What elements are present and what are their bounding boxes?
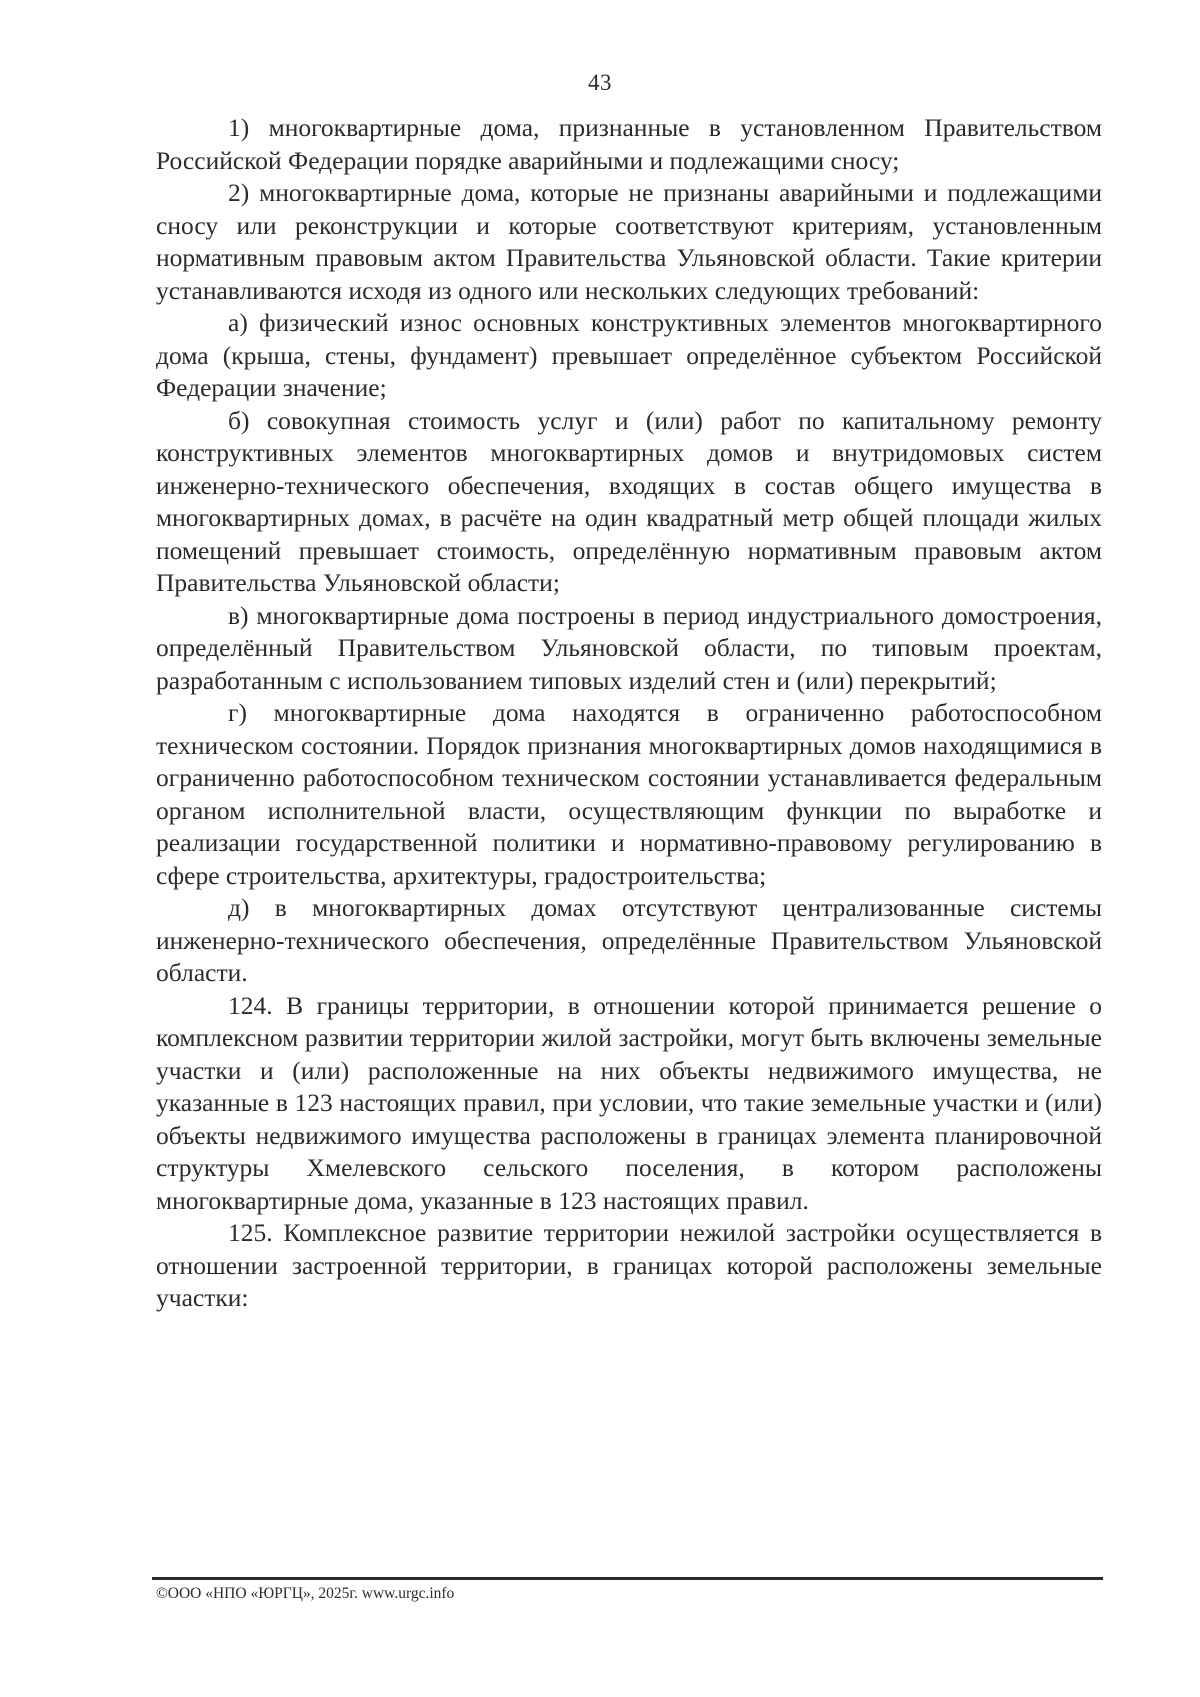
paragraph-clause-124: 124. В границы территории, в отношении которой принимается решение о комплексном развитии территории жилой застройки, могут быть включены земельные участки и (или) расположенные на них объекты недвижимого имущества, не указанные в 123 настоящих правил, при условии, что такие земельные участки и (или) объекты недвижимого имущества расположены в границах элемента планировочной структуры Хмелевского сельского поселения, в котором расположены многоквартирные дома, указанные в 123 настоящих правил.	[156, 990, 1102, 1215]
paragraph-clause-125: 125. Комплексное развитие территории нежилой застройки осуществляется в отношении застроенной территории, в границах которой расположены земельные участки:	[156, 1218, 1102, 1312]
page-number: 43	[588, 70, 612, 95]
footer-copyright: ©ООО «НПО «ЮРГЦ», 2025г. www.urgc.info	[156, 1585, 455, 1602]
paragraph-subitem-b-repair-cost: б) совокупная стоимость услуг и (или) работ по капитальному ремонту конструктивных элементов многоквартирных домов и внутридомовых систем инженерно-технического обеспечения, входящих в состав общего имущества в многоквартирных домах, в расчёте на один квадратный метр общей площади жилых помещений превышает стоимость, определённую нормативным правовым актом Правительства Ульяновской области;	[156, 405, 1102, 597]
paragraph-subitem-a-physical-wear: а) физический износ основных конструктивных элементов многоквартирного дома (крыша, стены, фундамент) превышает определённое субъектом Российской Федерации значение;	[156, 308, 1102, 402]
paragraph-subitem-d-no-central-systems: д) в многоквартирных домах отсутствуют централизованные системы инженерно-технического обеспечения, определённые Правительством Ульяновской области.	[156, 893, 1102, 987]
paragraph-subitem-g-limited-condition: г) многоквартирные дома находятся в ограниченно работоспособном техническом состоянии. Порядок признания многоквартирных домов находящимися в ограниченно работоспособном техническом состоянии устанавливается федеральным органом исполнительной власти, осуществляющим функции по выработке и реализации государственной политики и нормативно-правовому регулированию в сфере строительства, архитектуры, градостроительства;	[156, 698, 1102, 890]
paragraph-item-1-emergency-houses: 1) многоквартирные дома, признанные в установленном Правительством Российской Федерации порядке аварийными и подлежащими сносу;	[156, 113, 1102, 175]
document-body	[156, 112, 1102, 1315]
paragraph-subitem-v-industrial-construction: в) многоквартирные дома построены в период индустриального домостроения, определённый Правительством Ульяновской области, по типовым проектам, разработанным с использованием типовых изделий стен и (или) перекрытий;	[156, 600, 1102, 695]
footer-divider	[152, 1577, 1103, 1580]
paragraph-item-2-criteria-houses: 2) многоквартирные дома, которые не признаны аварийными и подлежащими сносу или реконструкции и которые соответствуют критериям, установленным нормативным правовым актом Правительства Ульяновской области. Такие критерии устанавливаются исходя из одного или нескольких следующих требований:	[156, 178, 1102, 305]
